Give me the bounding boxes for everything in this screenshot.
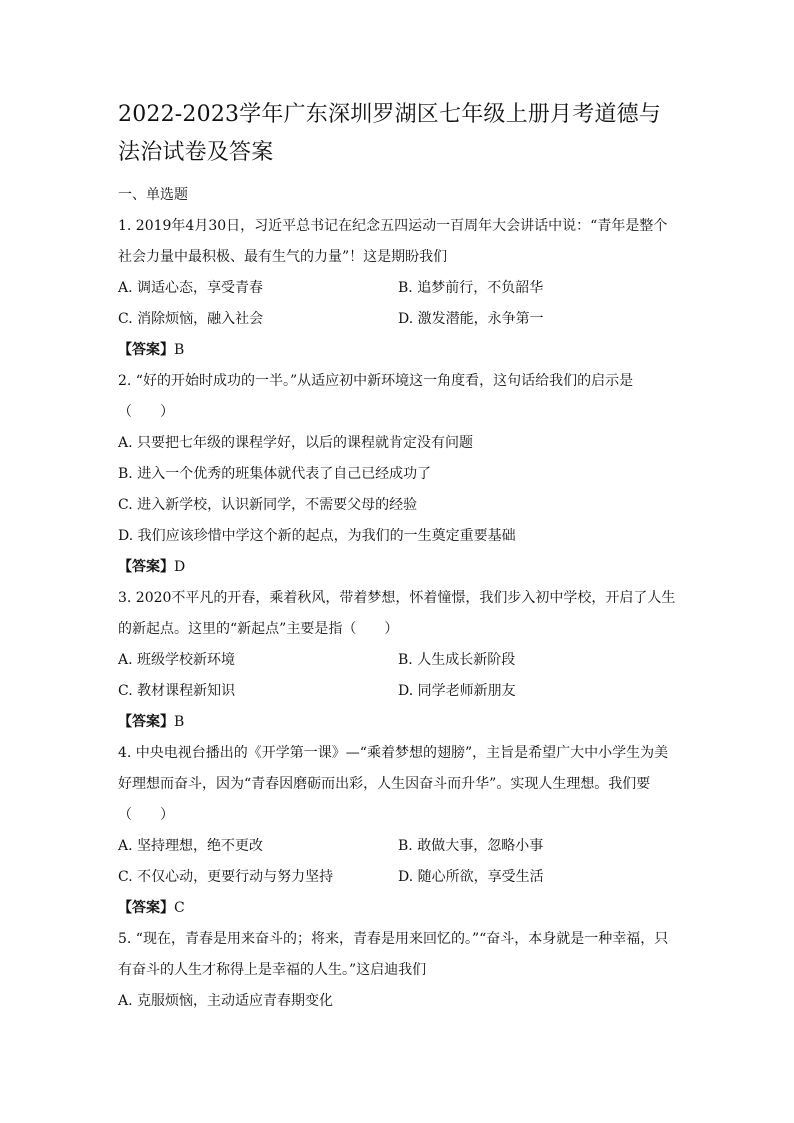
option-d: D. 激发潜能，永争第一 bbox=[398, 311, 544, 327]
options bbox=[118, 645, 678, 707]
option-a: A. 调适心态，享受青春 bbox=[118, 280, 264, 296]
question-stem: 5. “现在，青春是用来奋斗的；将来，青春是用来回忆的。”“奋斗，本身就是一种幸福，只有奋斗的人生才称得上是幸福的人生。”这启迪我们 bbox=[118, 931, 669, 978]
answer-value: B bbox=[174, 714, 185, 730]
answer-tag: 【答案】 bbox=[118, 559, 174, 575]
question-2 bbox=[118, 366, 678, 583]
option-a: A. 坚持理想，绝不更改 bbox=[118, 838, 264, 854]
options bbox=[118, 986, 678, 1017]
answer-tag: 【答案】 bbox=[118, 900, 174, 916]
options bbox=[118, 428, 678, 552]
options bbox=[118, 831, 678, 893]
option-b: B. 进入一个优秀的班集体就代表了自己已经成功了 bbox=[118, 466, 432, 482]
option-b: B. 追梦前行，不负韶华 bbox=[398, 280, 544, 296]
option-c: C. 不仅心动，更要行动与努力坚持 bbox=[118, 869, 334, 885]
question-3 bbox=[118, 583, 678, 738]
question-stem: 3. 2020不平凡的开春，乘着秋风，带着梦想，怀着憧憬，我们步入初中学校，开启了人生的新起点。这里的“新起点”主要是指（ ） bbox=[118, 590, 676, 637]
option-a: A. 只要把七年级的课程学好，以后的课程就肯定没有问题 bbox=[118, 435, 474, 451]
option-c: C. 教材课程新知识 bbox=[118, 683, 236, 699]
answer-line bbox=[118, 707, 678, 738]
option-b: B. 人生成长新阶段 bbox=[398, 652, 516, 668]
answer-line bbox=[118, 552, 678, 583]
question-stem: 2. “好的开始时成功的一半。”从适应初中新环境这一角度看，这句话给我们的启示是（ ） bbox=[118, 373, 634, 420]
answer-value: B bbox=[174, 342, 185, 358]
answer-line bbox=[118, 893, 678, 924]
answer-value: D bbox=[174, 559, 186, 575]
question-stem: 4. 中央电视台播出的《开学第一课》—“乘着梦想的翅膀”，主旨是希望广大中小学生为美好理想而奋斗，因为“青春因磨砺而出彩，人生因奋斗而升华”。实现人生理想。我们要（ ） bbox=[118, 745, 669, 823]
option-a: A. 班级学校新环境 bbox=[118, 652, 236, 668]
option-b: B. 敢做大事，忽略小事 bbox=[398, 838, 544, 854]
options bbox=[118, 273, 678, 335]
document-title: 2022-2023学年广东深圳罗湖区七年级上册月考道德与法治试卷及答案 bbox=[118, 102, 662, 165]
answer-value: C bbox=[174, 900, 185, 916]
document-page bbox=[118, 96, 678, 1017]
answer-tag: 【答案】 bbox=[118, 714, 174, 730]
answer-line bbox=[118, 335, 678, 366]
option-d: D. 我们应该珍惜中学这个新的起点，为我们的一生奠定重要基础 bbox=[118, 528, 516, 544]
question-stem: 1. 2019年4月30日，习近平总书记在纪念五四运动一百周年大会讲话中说：“青年是整个社会力量中最积极、最有生气的力量”！这是期盼我们 bbox=[118, 218, 668, 265]
option-c: C. 消除烦恼，融入社会 bbox=[118, 311, 264, 327]
section-heading: 一、单选题 bbox=[118, 187, 188, 203]
question-1 bbox=[118, 211, 678, 366]
option-a: A. 克服烦恼，主动适应青春期变化 bbox=[118, 993, 334, 1009]
option-d: D. 随心所欲，享受生活 bbox=[398, 869, 544, 885]
option-d: D. 同学老师新朋友 bbox=[398, 683, 516, 699]
question-5 bbox=[118, 924, 678, 1017]
question-4 bbox=[118, 738, 678, 924]
option-c: C. 进入新学校，认识新同学，不需要父母的经验 bbox=[118, 497, 418, 513]
answer-tag: 【答案】 bbox=[118, 342, 174, 358]
